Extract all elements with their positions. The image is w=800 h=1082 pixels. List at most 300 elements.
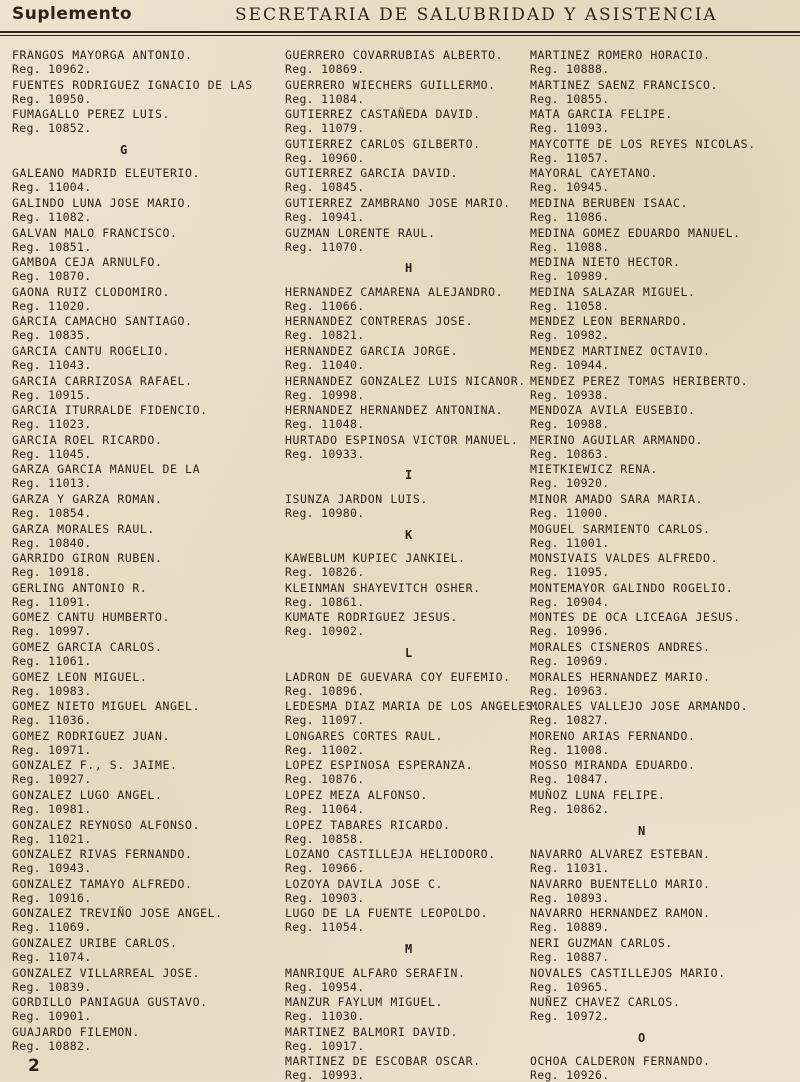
- registry-entry: [285, 107, 481, 135]
- registrant-name: GOMEZ RODRIGUEZ JUAN.: [12, 728, 170, 743]
- registrant-name: MAYORAL CAYETANO.: [530, 166, 658, 181]
- registry-entry: [530, 670, 711, 698]
- registrant-name: KUMATE RODRIGUEZ JESUS.: [285, 610, 459, 625]
- registration-number: Reg. 10972.: [530, 1009, 610, 1024]
- registry-entry: [12, 966, 200, 994]
- registrant-name: MUÑOZ LUNA FELIPE.: [530, 788, 666, 802]
- registry-entry: [285, 48, 503, 76]
- registration-number: Reg. 11095.: [530, 565, 610, 580]
- registry-entry: [12, 640, 162, 668]
- registrant-name: MARTINEZ SAENZ FRANCISCO.: [530, 77, 719, 92]
- registry-entry: [530, 48, 711, 76]
- registrant-name: MENDEZ MARTINEZ OCTAVIO.: [530, 344, 711, 358]
- registrant-name: GARRIDO GIRON RUBEN.: [12, 551, 163, 566]
- registration-number: Reg. 10988.: [530, 417, 610, 432]
- registration-number: Reg. 10960.: [285, 150, 365, 165]
- registration-number: Reg. 11008.: [530, 742, 610, 757]
- registration-number: Reg. 10920.: [530, 476, 610, 491]
- registry-entry: [530, 522, 711, 550]
- section-letter: K: [405, 527, 413, 542]
- registrant-name: NOVALES CASTILLEJOS MARIO.: [530, 965, 726, 980]
- registration-number: Reg. 10916.: [12, 890, 92, 905]
- registrant-name: GALINDO LUNA JOSE MARIO.: [12, 196, 193, 210]
- registrant-name: MENDEZ PEREZ TOMAS HERIBERTO.: [530, 373, 749, 388]
- registry-entry: [12, 818, 200, 846]
- registrant-name: GUTIERREZ GARCIA DAVID.: [285, 166, 459, 181]
- registrant-name: GOMEZ CANTU HUMBERTO.: [12, 610, 170, 625]
- registrant-name: GUAJARDO FILEMON.: [12, 1024, 140, 1039]
- registration-number: Reg. 11058.: [530, 298, 610, 313]
- registration-number: Reg. 10870.: [12, 269, 92, 284]
- registration-number: Reg. 11091.: [12, 594, 92, 609]
- registry-entry: [530, 729, 696, 757]
- registrant-name: GARCIA CARRIZOSA RAFAEL.: [12, 373, 193, 388]
- registrant-name: NERI GUZMAN CARLOS.: [530, 936, 673, 950]
- registrant-name: GONZALEZ URIBE CARLOS.: [12, 936, 178, 950]
- registrant-name: MIETKIEWICZ RENA.: [530, 462, 658, 477]
- registry-entry: [12, 78, 253, 106]
- registry-entry: [285, 551, 466, 579]
- registry-entry: [12, 877, 193, 905]
- registrant-name: GOMEZ NIETO MIGUEL ANGEL.: [12, 699, 201, 714]
- registration-number: Reg. 10965.: [530, 979, 610, 994]
- registry-entry: [285, 699, 541, 727]
- registrant-name: MONTEMAYOR GALINDO ROGELIO.: [530, 580, 734, 595]
- registrant-name: GUTIERREZ ZAMBRANO JOSE MARIO.: [285, 196, 511, 210]
- registry-entry: [530, 492, 703, 520]
- registration-number: Reg. 11054.: [285, 920, 365, 935]
- registry-entry: [12, 314, 193, 342]
- registration-number: Reg. 11084.: [285, 91, 365, 106]
- registration-number: Reg. 10861.: [285, 594, 365, 609]
- registration-number: Reg. 11061.: [12, 654, 92, 668]
- registry-entry: [530, 758, 696, 786]
- registration-number: Reg. 10902.: [285, 624, 365, 639]
- registry-entry: [12, 906, 223, 934]
- registration-number: Reg. 10854.: [12, 506, 92, 520]
- registry-entry: [285, 788, 428, 816]
- registry-entry: [12, 847, 193, 875]
- registry-entry: [285, 344, 458, 372]
- registration-number: Reg. 11040.: [285, 358, 365, 372]
- registrant-name: GERLING ANTONIO R.: [12, 580, 148, 595]
- registry-entry: [530, 995, 680, 1023]
- registrant-name: LOPEZ MEZA ALFONSO.: [285, 788, 428, 802]
- registration-number: Reg. 10915.: [12, 387, 92, 402]
- registrant-name: FUMAGALLO PEREZ LUIS.: [12, 107, 170, 122]
- registrant-name: GONZALEZ REYNOSO ALFONSO.: [12, 817, 201, 832]
- registrant-name: MEDINA SALAZAR MIGUEL.: [530, 284, 696, 299]
- registrant-name: GONZALEZ VILLARREAL JOSE.: [12, 965, 201, 980]
- registration-number: Reg. 10993.: [285, 1068, 365, 1082]
- registry-entry: [530, 314, 688, 342]
- registration-number: Reg. 10851.: [12, 239, 92, 254]
- registrant-name: MOGUEL SARMIENTO CARLOS.: [530, 521, 711, 536]
- registrant-name: KLEINMAN SHAYEVITCH OSHER.: [285, 580, 481, 595]
- registrant-name: LOZOYA DAVILA JOSE C.: [285, 876, 443, 891]
- registry-entry: [530, 403, 696, 431]
- registration-number: Reg. 11036.: [12, 713, 92, 728]
- registrant-name: NUÑEZ CHAVEZ CARLOS.: [530, 995, 681, 1010]
- registry-entry: [12, 462, 200, 490]
- registrant-name: GARCIA CAMACHO SANTIAGO.: [12, 314, 193, 329]
- registration-number: Reg. 10904.: [530, 594, 610, 609]
- registrant-name: LOPEZ ESPINOSA ESPERANZA.: [285, 758, 474, 773]
- registrant-name: GARCIA ITURRALDE FIDENCIO.: [12, 403, 208, 418]
- registry-entry: [285, 1054, 481, 1082]
- registry-entry: [12, 581, 147, 609]
- registry-entry: [530, 788, 665, 816]
- registration-number: Reg. 10963.: [530, 683, 610, 698]
- registration-number: Reg. 10962.: [12, 62, 92, 76]
- registrant-name: GARZA Y GARZA ROMAN.: [12, 492, 163, 506]
- registrant-name: GONZALEZ F., S. JAIME.: [12, 758, 178, 773]
- registry-entry: [530, 107, 673, 135]
- registrant-name: GARZA MORALES RAUL.: [12, 521, 155, 536]
- registrant-name: GORDILLO PANIAGUA GUSTAVO.: [12, 995, 208, 1010]
- registry-entry: [530, 847, 711, 875]
- registrant-name: MOSSO MIRANDA EDUARDO.: [530, 758, 696, 773]
- registry-entry: [530, 255, 680, 283]
- registration-number: Reg. 10835.: [12, 328, 92, 343]
- registry-entry: [12, 729, 170, 757]
- registrant-name: HERNANDEZ CONTRERAS JOSE.: [285, 314, 474, 329]
- registrant-name: MEDINA GOMEZ EDUARDO MANUEL.: [530, 225, 741, 240]
- registration-number: Reg. 11082.: [12, 210, 92, 224]
- registrant-name: NAVARRO ALVAREZ ESTEBAN.: [530, 847, 711, 862]
- registry-entry: [285, 906, 488, 934]
- registrant-name: MORALES CISNEROS ANDRES.: [530, 640, 711, 654]
- registration-number: Reg. 10827.: [530, 713, 610, 728]
- page-number: 2: [28, 1056, 40, 1076]
- registry-entry: [12, 995, 208, 1023]
- registration-number: Reg. 11021.: [12, 831, 92, 846]
- registration-number: Reg. 10901.: [12, 1009, 92, 1024]
- registry-entry: [285, 758, 473, 786]
- registration-number: Reg. 11043.: [12, 358, 92, 372]
- registrant-name: ISUNZA JARDON LUIS.: [285, 492, 428, 506]
- registration-number: Reg. 11066.: [285, 298, 365, 313]
- registry-entry: [12, 255, 162, 283]
- registration-number: Reg. 11045.: [12, 446, 92, 461]
- registrant-name: MORALES HERNANDEZ MARIO.: [530, 669, 711, 684]
- registration-number: Reg. 10997.: [12, 624, 92, 639]
- registrant-name: LONGARES CORTES RAUL.: [285, 728, 443, 743]
- registration-number: Reg. 11048.: [285, 417, 365, 432]
- registry-entry: [285, 78, 496, 106]
- registry-entry: [530, 374, 748, 402]
- registry-entry: [530, 1054, 711, 1082]
- registration-number: Reg. 10855.: [530, 91, 610, 106]
- registry-entry: [12, 196, 193, 224]
- registration-number: Reg. 10869.: [285, 62, 365, 76]
- registration-number: Reg. 10826.: [285, 565, 365, 580]
- registration-number: Reg. 10839.: [12, 979, 92, 994]
- registration-number: Reg. 10998.: [285, 387, 365, 402]
- registrant-name: MANZUR FAYLUM MIGUEL.: [285, 995, 443, 1010]
- registrant-name: MAYCOTTE DE LOS REYES NICOLAS.: [530, 136, 756, 151]
- registration-number: Reg. 10989.: [530, 269, 610, 284]
- registration-number: Reg. 10917.: [285, 1038, 365, 1053]
- registration-number: Reg. 10888.: [530, 62, 610, 76]
- registry-entry: [285, 196, 511, 224]
- registry-entry: [530, 285, 696, 313]
- registration-number: Reg. 11074.: [12, 950, 92, 964]
- registry-entry: [285, 966, 466, 994]
- registry-entry: [530, 344, 711, 372]
- registrant-name: GONZALEZ RIVAS FERNANDO.: [12, 847, 193, 862]
- section-letter: L: [405, 646, 413, 660]
- registry-entry: [12, 433, 162, 461]
- registration-number: Reg. 11023.: [12, 417, 92, 432]
- registration-number: Reg. 10858.: [285, 831, 365, 846]
- registry-entry: [12, 788, 162, 816]
- registration-number: Reg. 10950.: [12, 91, 92, 106]
- registry-entry: [530, 610, 741, 638]
- registration-number: Reg. 10996.: [530, 624, 610, 639]
- registrant-name: HERNANDEZ HERNANDEZ ANTONINA.: [285, 403, 504, 418]
- registrant-name: MARTINEZ DE ESCOBAR OSCAR.: [285, 1054, 481, 1069]
- section-letter: I: [405, 468, 413, 483]
- registry-entry: [12, 285, 170, 313]
- registry-entry: [285, 226, 435, 254]
- registry-entry: [530, 462, 658, 490]
- registrant-name: GUZMAN LORENTE RAUL.: [285, 225, 436, 240]
- registration-number: Reg. 11093.: [530, 121, 610, 136]
- registrant-name: MONSIVAIS VALDES ALFREDO.: [530, 551, 719, 566]
- registry-entry: [530, 640, 711, 668]
- registration-number: Reg. 10954.: [285, 979, 365, 994]
- registration-number: Reg. 10943.: [12, 861, 92, 876]
- registry-entry: [530, 551, 718, 579]
- registry-entry: [12, 936, 178, 964]
- registration-number: Reg. 11097.: [285, 713, 365, 728]
- registration-number: Reg. 11088.: [530, 239, 610, 254]
- section-label: Suplemento: [12, 4, 133, 24]
- registration-number: Reg. 10980.: [285, 506, 365, 520]
- registration-number: Reg. 11079.: [285, 121, 365, 136]
- registry-entry: [12, 166, 200, 194]
- registration-number: Reg. 10981.: [12, 802, 92, 816]
- registration-number: Reg. 10840.: [12, 535, 92, 550]
- registration-number: Reg. 11000.: [530, 506, 610, 520]
- registry-entry: [530, 966, 726, 994]
- registry-entry: [530, 196, 688, 224]
- registrant-name: GONZALEZ LUGO ANGEL.: [12, 788, 163, 802]
- registry-entry: [12, 403, 208, 431]
- registrant-name: MEDINA BERUBEN ISAAC.: [530, 196, 688, 210]
- registrant-name: MORENO ARIAS FERNANDO.: [530, 728, 696, 743]
- registry-entry: [285, 877, 443, 905]
- section-letter: G: [120, 142, 128, 157]
- registration-number: Reg. 10926.: [530, 1068, 610, 1082]
- registry-entry: [12, 344, 170, 372]
- registration-number: Reg. 11020.: [12, 298, 92, 313]
- registration-number: Reg. 10983.: [12, 683, 92, 698]
- registration-number: Reg. 10982.: [530, 328, 610, 343]
- registry-entry: [530, 226, 741, 254]
- registrant-name: MARTINEZ BALMORI DAVID.: [285, 1024, 459, 1039]
- registry-entry: [530, 877, 711, 905]
- registry-entry: [12, 699, 200, 727]
- section-letter: M: [405, 942, 413, 956]
- registrant-name: MERINO AGUILAR ARMANDO.: [530, 432, 704, 447]
- registrant-name: LADRON DE GUEVARA COY EUFEMIO.: [285, 669, 511, 684]
- registration-number: Reg. 10845.: [285, 180, 365, 195]
- registration-number: Reg. 10862.: [530, 802, 610, 816]
- registrant-name: NAVARRO BUENTELLO MARIO.: [530, 876, 711, 891]
- registry-entry: [530, 581, 733, 609]
- registration-number: Reg. 10889.: [530, 920, 610, 935]
- registration-number: Reg. 11004.: [12, 180, 92, 195]
- registration-number: Reg. 10876.: [285, 772, 365, 787]
- registry-entry: [285, 847, 496, 875]
- registration-number: Reg. 11070.: [285, 239, 365, 254]
- registry-entry: [12, 492, 162, 520]
- registry-entry: [530, 699, 748, 727]
- registry-entry: [285, 137, 481, 165]
- registry-entry: [530, 78, 718, 106]
- registrant-name: GUERRERO WIECHERS GUILLERMO.: [285, 77, 496, 92]
- registrant-name: GOMEZ LEON MIGUEL.: [12, 669, 148, 684]
- section-letter: O: [638, 1030, 646, 1045]
- registration-number: Reg. 10933.: [285, 446, 365, 461]
- registrant-name: HERNANDEZ GONZALEZ LUIS NICANOR.: [285, 373, 526, 388]
- registration-number: Reg. 11001.: [530, 535, 610, 550]
- registrant-name: MATA GARCIA FELIPE.: [530, 107, 673, 122]
- registrant-name: MENDEZ LEON BERNARDO.: [530, 314, 688, 329]
- registrant-name: GOMEZ GARCIA CARLOS.: [12, 640, 163, 654]
- registration-number: Reg. 11031.: [530, 861, 610, 876]
- registrant-name: LEDESMA DIAZ MARIA DE LOS ANGELES.: [285, 699, 541, 714]
- registration-number: Reg. 10847.: [530, 772, 610, 787]
- registration-number: Reg. 10852.: [12, 121, 92, 136]
- registry-entry: [285, 314, 473, 342]
- registry-entry: [530, 906, 711, 934]
- registry-entry: [285, 729, 443, 757]
- registrant-name: MEDINA NIETO HECTOR.: [530, 255, 681, 270]
- registrant-name: LOZANO CASTILLEJA HELIODORO.: [285, 847, 496, 862]
- registrant-name: MONTES DE OCA LICEAGA JESUS.: [530, 610, 741, 625]
- registration-number: Reg. 10966.: [285, 861, 365, 876]
- registry-entry: [285, 1025, 458, 1053]
- registry-entry: [285, 670, 511, 698]
- registration-number: Reg. 11013.: [12, 476, 92, 491]
- registrant-name: LOPEZ TABARES RICARDO.: [285, 817, 451, 832]
- registry-entry: [530, 433, 703, 461]
- registry-entry: [285, 374, 526, 402]
- registrant-name: FUENTES RODRIGUEZ IGNACIO DE LAS: [12, 77, 253, 92]
- registrant-name: HERNANDEZ GARCIA JORGE.: [285, 344, 459, 358]
- section-letter: H: [405, 261, 413, 276]
- registrant-name: NAVARRO HERNANDEZ RAMON.: [530, 906, 711, 921]
- registry-entry: [285, 492, 428, 520]
- registry-entry: [530, 936, 673, 964]
- registrant-name: MINOR AMADO SARA MARIA.: [530, 492, 704, 506]
- registration-number: Reg. 11086.: [530, 210, 610, 224]
- registrant-name: GARZA GARCIA MANUEL DE LA: [12, 462, 201, 477]
- registration-number: Reg. 11057.: [530, 150, 610, 165]
- registration-number: Reg. 11069.: [12, 920, 92, 935]
- header-title: SECRETARIA DE SALUBRIDAD Y ASISTENCIA: [235, 5, 718, 25]
- registry-entry: [285, 285, 503, 313]
- header-rule-thin: [0, 35, 800, 36]
- registrant-name: GALVAN MALO FRANCISCO.: [12, 225, 178, 240]
- registry-entry: [12, 522, 155, 550]
- registry-entry: [285, 610, 458, 638]
- registry-entry: [12, 670, 147, 698]
- registration-number: Reg. 10882.: [12, 1038, 92, 1053]
- registration-number: Reg. 10945.: [530, 180, 610, 195]
- registry-entry: [12, 610, 170, 638]
- registration-number: Reg. 10969.: [530, 654, 610, 668]
- registration-number: Reg. 11064.: [285, 802, 365, 816]
- registry-entry: [530, 166, 658, 194]
- registrant-name: GAMBOA CEJA ARNULFO.: [12, 255, 163, 270]
- registration-number: Reg. 10896.: [285, 683, 365, 698]
- registry-entry: [530, 137, 756, 165]
- registrant-name: GAONA RUIZ CLODOMIRO.: [12, 284, 170, 299]
- registrant-name: HERNANDEZ CAMARENA ALEJANDRO.: [285, 284, 504, 299]
- registry-entry: [285, 403, 503, 431]
- registrant-name: GARCIA ROEL RICARDO.: [12, 432, 163, 447]
- registration-number: Reg. 10863.: [530, 446, 610, 461]
- registration-number: Reg. 10938.: [530, 387, 610, 402]
- registration-number: Reg. 10944.: [530, 358, 610, 372]
- registration-number: Reg. 10821.: [285, 328, 365, 343]
- registry-entry: [285, 995, 443, 1023]
- registrant-name: OCHOA CALDERON FERNANDO.: [530, 1054, 711, 1069]
- registration-number: Reg. 10887.: [530, 950, 610, 964]
- registration-number: Reg. 10918.: [12, 565, 92, 580]
- registration-number: Reg. 10903.: [285, 890, 365, 905]
- registrant-name: GALEANO MADRID ELEUTERIO.: [12, 166, 201, 181]
- registrant-name: MANRIQUE ALFARO SERAFIN.: [285, 965, 466, 980]
- registrant-name: GARCIA CANTU ROGELIO.: [12, 344, 170, 358]
- registrant-name: GONZALEZ TREVIÑO JOSE ANGEL.: [12, 906, 223, 921]
- registry-entry: [12, 374, 193, 402]
- registrant-name: MORALES VALLEJO JOSE ARMANDO.: [530, 699, 749, 714]
- registrant-name: GUERRERO COVARRUBIAS ALBERTO.: [285, 48, 504, 62]
- registry-entry: [285, 818, 451, 846]
- registrant-name: MARTINEZ ROMERO HORACIO.: [530, 48, 711, 62]
- section-letter: N: [638, 823, 646, 838]
- registry-entry: [12, 226, 178, 254]
- registry-entry: [12, 48, 193, 76]
- registry-entry: [285, 581, 481, 609]
- registry-entry: [12, 1025, 140, 1053]
- page-header: [0, 0, 800, 30]
- registrant-name: LUGO DE LA FUENTE LEOPOLDO.: [285, 906, 489, 921]
- registration-number: Reg. 10927.: [12, 772, 92, 787]
- registrant-name: GONZALEZ TAMAYO ALFREDO.: [12, 876, 193, 891]
- registry-entry: [12, 551, 162, 579]
- registration-number: Reg. 10941.: [285, 210, 365, 224]
- registration-number: Reg. 10971.: [12, 742, 92, 757]
- registrant-name: HURTADO ESPINOSA VICTOR MANUEL.: [285, 432, 519, 447]
- registry-entry: [12, 107, 170, 135]
- registration-number: Reg. 11030.: [285, 1009, 365, 1024]
- registrant-name: FRANGOS MAYORGA ANTONIO.: [12, 48, 193, 62]
- registration-number: Reg. 11002.: [285, 742, 365, 757]
- registration-number: Reg. 10893.: [530, 890, 610, 905]
- registry-entry: [12, 758, 178, 786]
- registrant-name: GUTIERREZ CARLOS GILBERTO.: [285, 136, 481, 151]
- header-rule: [0, 31, 800, 33]
- registry-entry: [285, 166, 458, 194]
- registrant-name: KAWEBLUM KUPIEC JANKIEL.: [285, 551, 466, 566]
- registrant-name: GUTIERREZ CASTAÑEDA DAVID.: [285, 107, 481, 122]
